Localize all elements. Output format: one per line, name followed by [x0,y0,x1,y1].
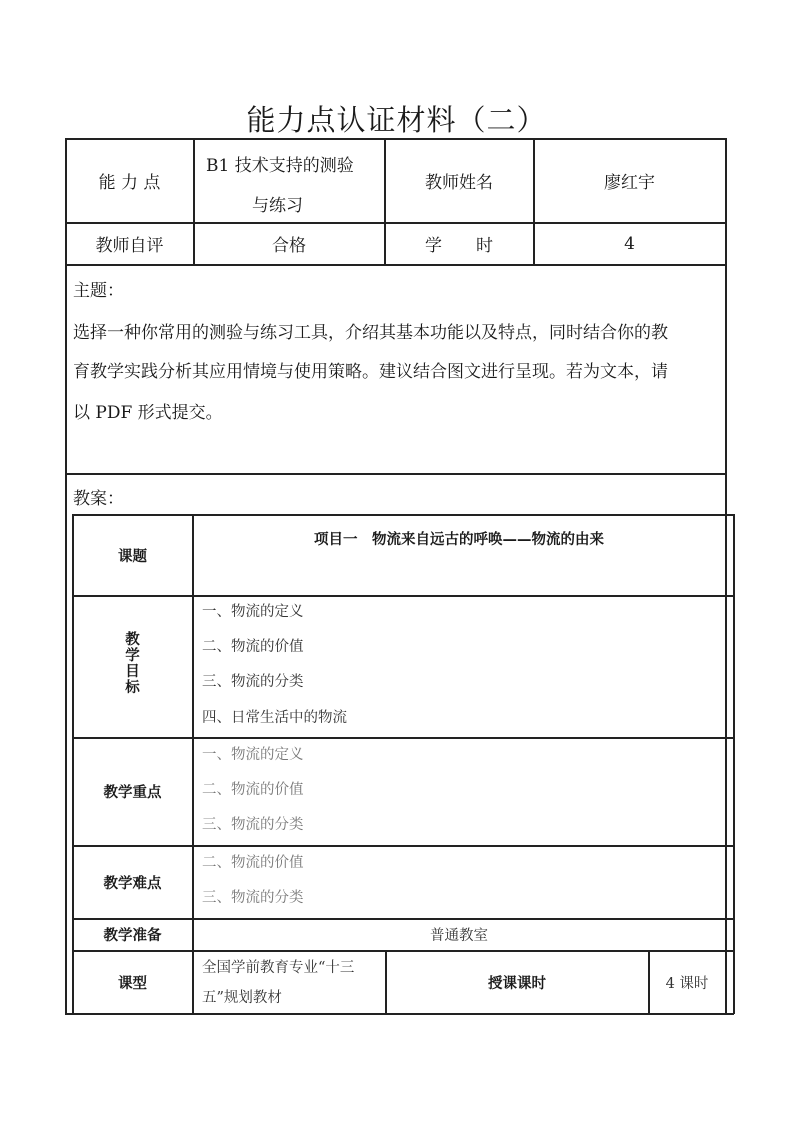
ability-value [194,139,384,222]
difficult-point: 二、物流的价值 [202,855,304,871]
key-point: 三、物流的分类 [202,817,304,833]
type-value-line2: 五”规划教材 [202,990,282,1006]
ability-label: 能 力 点 [98,173,161,193]
goal-item: 一、物流的定义 [202,604,304,620]
prep-value: 普通教室 [430,928,488,944]
table-border [65,473,726,475]
ability-value-line2: 与练习 [252,196,303,216]
difficult-point: 三、物流的分类 [202,890,304,906]
topic-line: 育教学实践分析其应用情境与使用策略。建议结合图文进行呈现。若为文本，请 [73,362,668,382]
class-hours-value: 4 课时 [665,975,709,992]
goals-label-char: 学 [125,648,140,664]
teacher-label: 教师姓名 [425,173,493,193]
type-value-line1: 全国学前教育专业“十三 [202,960,355,976]
goals-label [73,632,192,696]
goal-item: 二、物流的价值 [202,639,304,655]
goals-label-char: 目 [125,664,140,680]
topic-label: 主题： [73,281,124,301]
page-title: 能力点认证材料（二） [246,103,547,137]
selfeval-label: 教师自评 [95,236,164,256]
key-point: 一、物流的定义 [202,747,304,763]
ability-value-line1: B1 技术支持的测验 [206,156,354,176]
goal-item: 四、日常生活中的物流 [202,710,347,726]
lesson-plan-label: 教案： [73,489,124,509]
goals-label-char: 标 [125,680,140,696]
class-hours-label: 授课课时 [488,975,546,992]
inner-table-border [65,1013,734,1015]
hours-label: 学 时 [425,236,493,256]
goal-item: 三、物流的分类 [202,674,304,690]
prep-label: 教学准备 [103,928,162,944]
difficult-label: 教学难点 [103,875,162,892]
type-label: 课型 [118,975,147,992]
teacher-name: 廖红宇 [604,173,655,193]
hours-value: 4 [624,233,635,254]
inner-table-border [72,595,734,597]
subject-value: 项目一 物流来自远古的呼唤——物流的由来 [314,531,604,548]
subject-label: 课题 [118,548,147,565]
selfeval-value: 合格 [272,236,306,256]
table-border [725,138,727,1015]
topic-line: 以 PDF 形式提交。 [73,403,223,423]
key-point: 二、物流的价值 [202,782,304,798]
topic-line: 选择一种你常用的测验与练习工具，介绍其基本功能以及特点，同时结合你的教 [73,323,668,343]
key-label: 教学重点 [103,785,162,801]
table-border [65,264,726,266]
goals-label-char: 教 [125,632,140,648]
table-border [65,138,67,1015]
inner-table-border [733,514,735,1014]
